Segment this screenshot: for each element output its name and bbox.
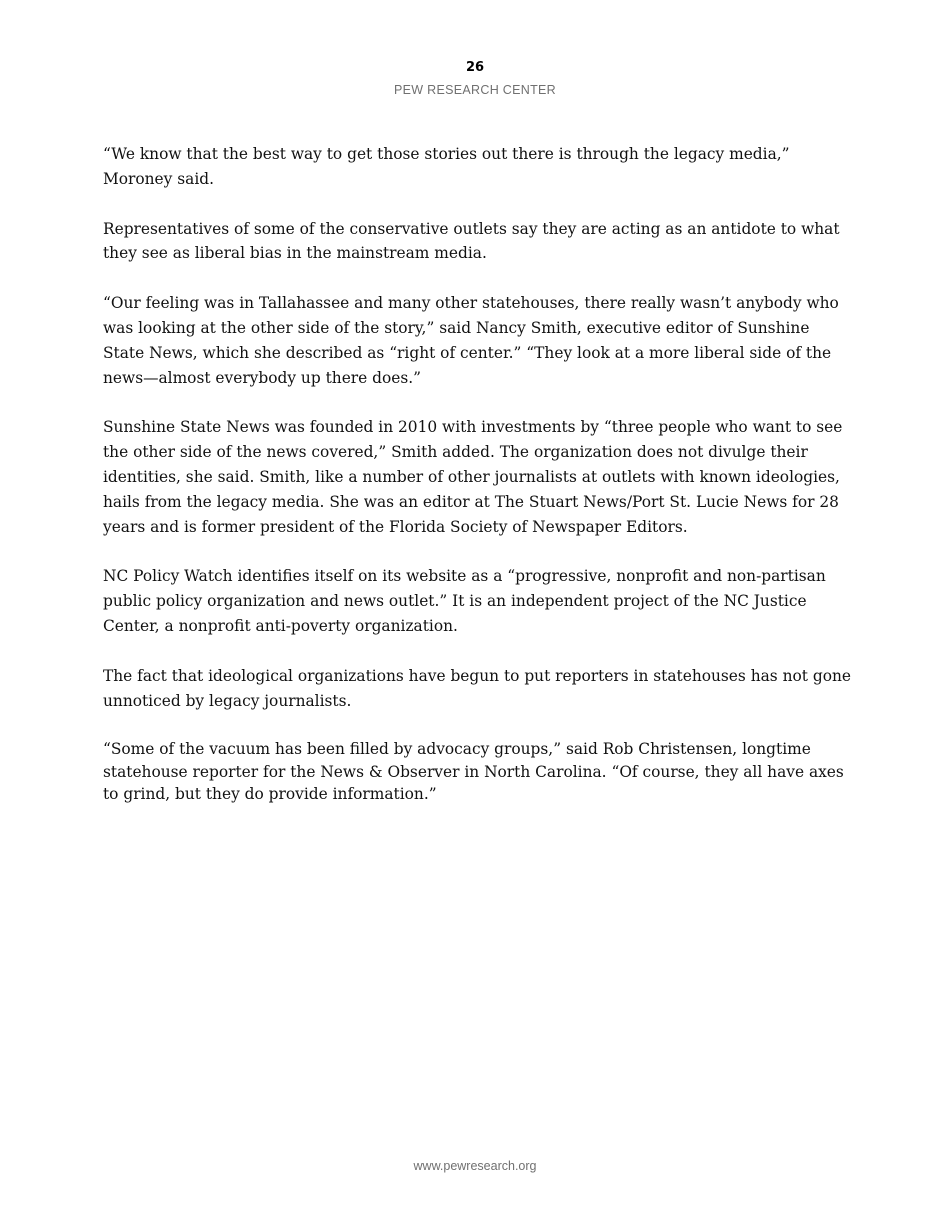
paragraph-4: Sunshine State News was founded in 2010 with investments by “three people who want to see the other side of the news covered,” Smith added. The organization does not divulge their identities, she said. Smith, like a number of other journalists at outlets with known ideologies, hails from the legacy media. She was an editor at The Stuart News/Port St. Lucie News for 28 years and is former president of the Florida Society of Newspaper Editors. — [103, 418, 843, 536]
paragraph-1: “We know that the best way to get those stories out there is through the legacy media,” Moroney said. — [103, 145, 790, 188]
article-body — [103, 142, 853, 831]
paragraph-7: “Some of the vacuum has been filled by advocacy groups,” said Rob Christensen, longtime statehouse reporter for the News & Observer in North Carolina. “Of course, they all have axes to grind, but they do provide information.” — [103, 740, 844, 804]
paragraph-2: Representatives of some of the conservative outlets say they are acting as an antidote to what they see as liberal bias in the mainstream media. — [103, 219, 840, 263]
footer-url: www.pewresearch.org — [413, 1159, 537, 1173]
paragraph-6: The fact that ideological organizations have begun to put reporters in statehouses has not gone unnoticed by legacy journalists. — [103, 666, 851, 710]
page-number: 26 — [465, 60, 485, 75]
paragraph-5: NC Policy Watch identifies itself on its website as a “progressive, nonprofit and non-partisan public policy organization and news outlet.” It is an independent project of the NC Justice Center, a nonprofit anti-poverty organization. — [103, 567, 826, 635]
paragraph-3: “Our feeling was in Tallahassee and many other statehouses, there really wasn’t anybody who was looking at the other side of the story,” said Nancy Smith, executive editor of Sunshine State News, which she described as “right of center.” “They look at a more liberal side of the news—almost everybody up there does.” — [103, 294, 839, 387]
organization-name: PEW RESEARCH CENTER — [394, 83, 556, 97]
